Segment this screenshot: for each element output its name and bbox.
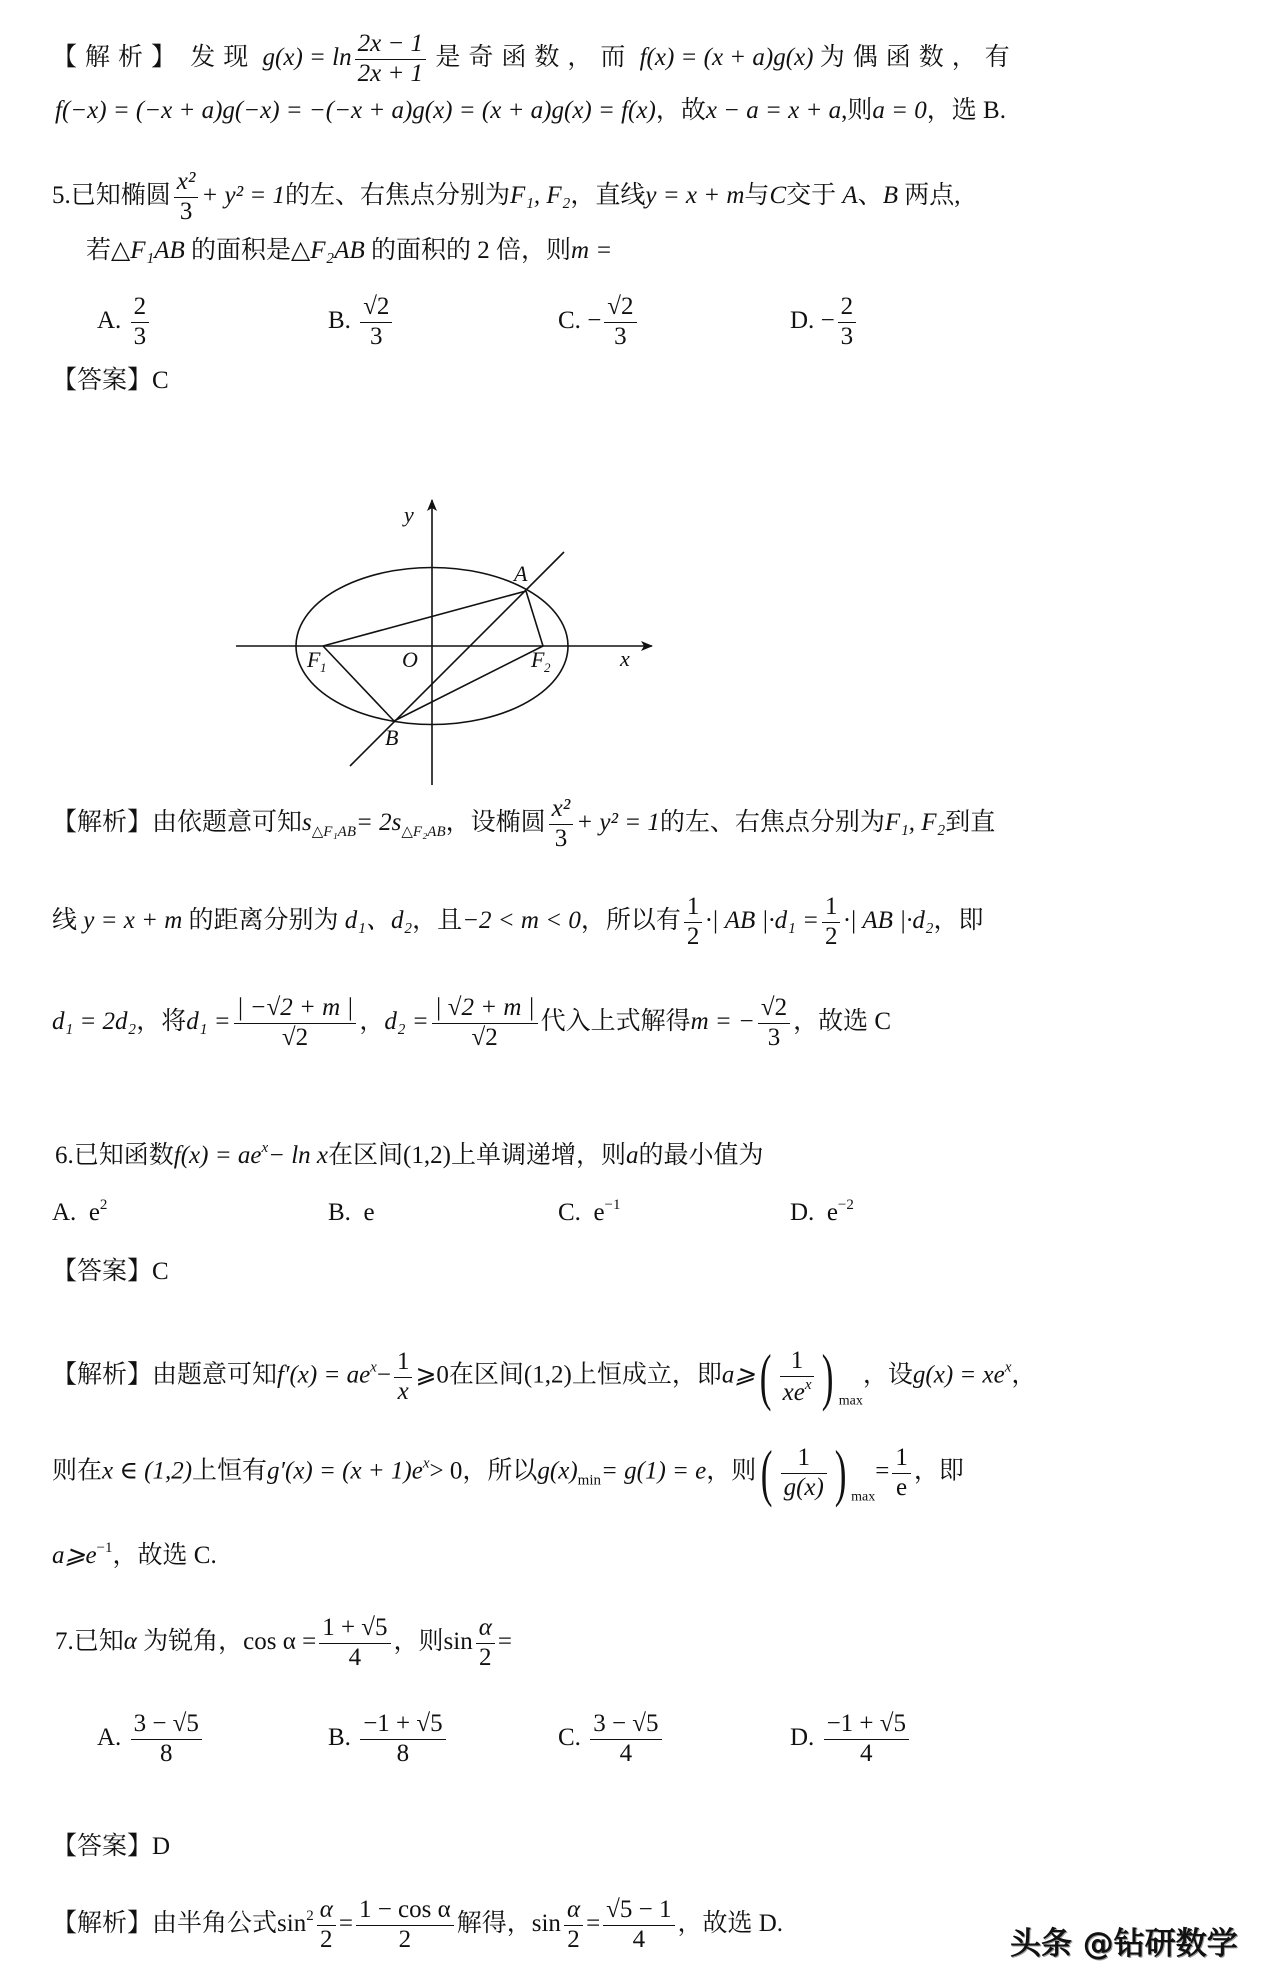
q5-stem-line1: 5.已知椭圆 $\frac{\text{x²}}{3}$ + y² = 1的左、右焦点分别为F₁, F₂，直线y = x + m与C交于 A、B 两点, (52, 168, 961, 225)
fraction: $\frac{\text{x²}}{3}$ (174, 168, 199, 227)
answer-value: C (152, 1258, 169, 1285)
q6-option-b: B. e (328, 1199, 375, 1226)
q7-option-d: D. $\frac{-1 + √5}{4}$ (790, 1710, 912, 1769)
q5-option-a: A. $\frac{2}{3}$ (97, 293, 152, 352)
q6-option-d: D. $e^{-2}$ (790, 1197, 854, 1226)
answer-label: 【答案】 (52, 367, 153, 394)
q5-option-b: B. $\frac{√2}{3}$ (328, 293, 395, 352)
q6-analysis-line2: 则在x ∈ (1,2)上恒有$g'(x) = (x + 1)e^x> 0$，所以$g(x)_{min}= g(1) = e$，则( $\frac{1}{g(x)}$ ) $_{max}$= $\frac{1}{e}$ ，即 (52, 1437, 964, 1508)
q5-stem-line2: 若△F₁AB 的面积是△F₂AB 的面积的 2 倍，则m = (86, 237, 613, 264)
segment-f1-a (323, 591, 526, 646)
q7-option-c: C. $\frac{3 - √5}{4}$ (558, 1710, 665, 1769)
q7-option-b: B. $\frac{-1 + √5}{8}$ (328, 1710, 449, 1769)
svg-text:y: y (404, 502, 414, 527)
q5-analysis-line3: d₁ = 2d₂，将d₁ = $\frac{| -√2 + m |}{√2}$ ，d₂ = $\frac{| √2 + m |}{√2}$ 代入上式解得m = − $\frac{√2}{3}$ ，故选 C (52, 994, 892, 1051)
fraction: $\frac{2x - 1}{2x + 1}$ (355, 30, 426, 89)
analysis-label: 【解析】 (52, 1361, 153, 1389)
answer-value: D (152, 1833, 171, 1860)
q5-option-d: D. − $\frac{2}{3}$ (790, 293, 859, 352)
q4-analysis-line1: 【解析】 发现 g(x) = ln $\frac{2x - 1}{2x + 1}$ 是奇函数，而 f(x) = (x + a)g(x) 为偶函数，有 (52, 30, 1018, 87)
analysis-label: 【解析】 (52, 1909, 153, 1937)
q6-analysis-line1: 【解析】由题意可知$f'(x) = ae^x-$ $\frac{1}{x}$ ⩾0在区间(1,2)上恒成立，即a⩾( $\frac{1}{xe^x}$ ) $_{max}$，设$g(x) = xe^x$， (52, 1341, 1037, 1412)
segment-f1-b (323, 646, 394, 721)
question-number: 7. (55, 1627, 74, 1655)
q5-option-c: C. − $\frac{√2}{3}$ (558, 293, 640, 352)
svg-text:F: F (307, 647, 321, 672)
svg-text:O: O (402, 647, 418, 672)
answer-label: 【答案】 (52, 1833, 153, 1860)
q4-analysis-line2: f(−x) = (−x + a)g(−x) = −(−x + a)g(x) = (x + a)g(x) = f(x)，故x − a = x + a,则a = 0，选 B. (55, 97, 1006, 124)
q5-analysis-line2: 线 y = x + m 的距离分别为 d₁、d₂，且−2 < m < 0，所以有 $\frac{1}{2}$ ·| AB |·d₁ = $\frac{1}{2}$ ·| AB |·d₂，即 (52, 893, 984, 950)
q6-stem: 6.已知函数$f(x) = ae^x- \ln x$在区间(1,2)上单调递增，则a的最小值为 (55, 1140, 764, 1169)
svg-text:F: F (531, 647, 545, 672)
answer-label: 【答案】 (52, 1258, 153, 1285)
watermark: 头条 @钻研数学 (1010, 1926, 1238, 1962)
q7-option-a: A. $\frac{3 - √5}{8}$ (97, 1710, 205, 1769)
ellipse-diagram (0, 0, 1280, 800)
q7-answer (52, 1832, 170, 1862)
q7-stem: 7.已知α 为锐角，cos α = $\frac{1 + √5}{4}$ ，则sin $\frac{\alpha}{2}$ = (55, 1614, 512, 1671)
q6-analysis-line3: $a⩾e^{-1}$，故选 C. (52, 1540, 217, 1569)
q7-analysis: 【解析】由半角公式$\sin^2$ $\frac{\alpha}{2}$ = $\frac{\text{1 − cos α}}{2}$ 解得，sin $\frac{\alpha}{2}$ = $\frac{√5 - 1}{4}$ ，故选 D. (52, 1896, 784, 1953)
question-number: 6. (55, 1142, 74, 1169)
svg-text:2: 2 (544, 660, 551, 675)
answer-value: C (152, 367, 169, 394)
q6-option-a: A. $e^2$ (52, 1197, 108, 1226)
q6-option-c: C. $e^{-1}$ (558, 1197, 621, 1226)
analysis-label: 【解析】 (52, 43, 185, 71)
svg-text:B: B (385, 725, 399, 750)
svg-text:A: A (514, 561, 528, 586)
analysis-label: 【解析】 (52, 808, 153, 836)
svg-text:x: x (620, 646, 630, 671)
q6-answer (52, 1257, 169, 1287)
q5-analysis-line1: 【解析】由依题意可知$s_{\triangle F_1AB}= 2s_{\triangle F_2AB}$，设椭圆 $\frac{\text{x²}}{3}$ + y² = 1的左、右焦点分别为F₁, F₂到直 (52, 795, 996, 852)
question-number: 5. (52, 181, 71, 209)
svg-text:1: 1 (320, 660, 327, 675)
